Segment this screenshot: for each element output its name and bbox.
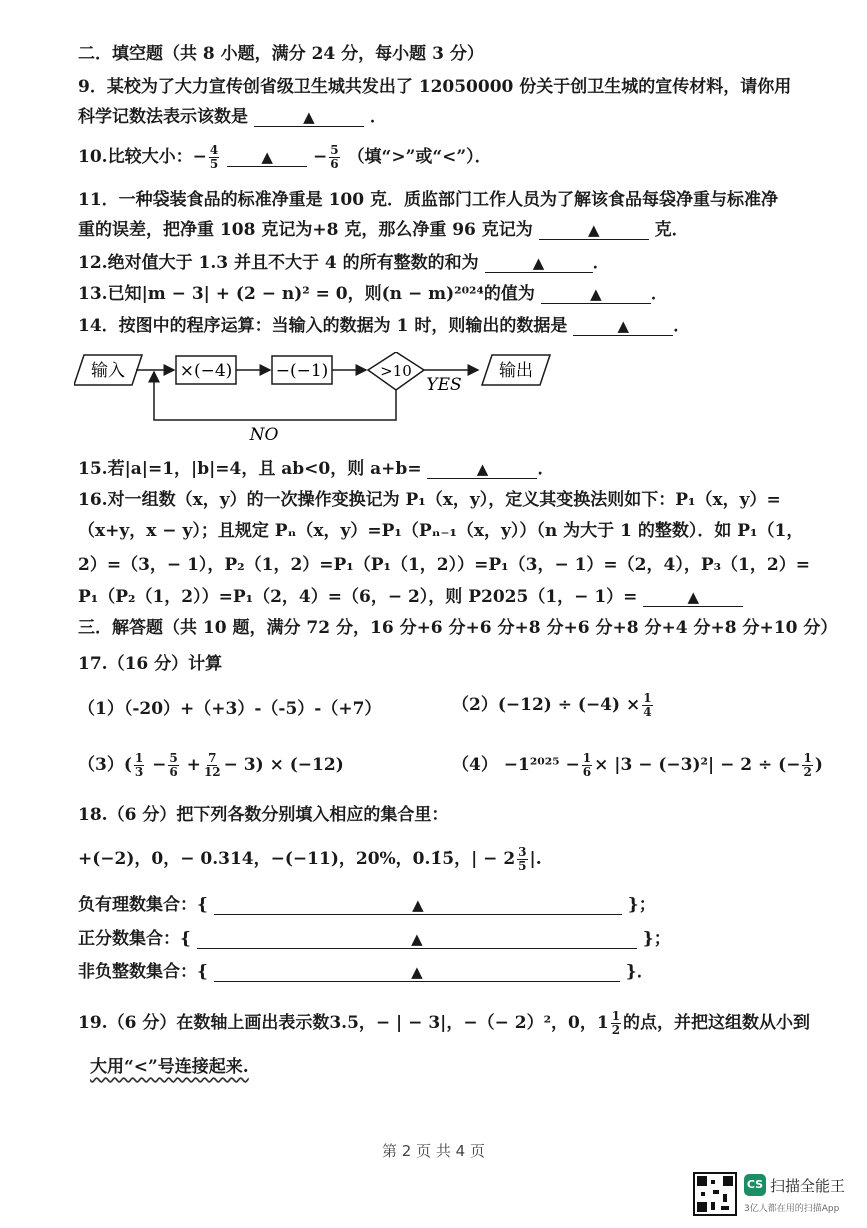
q17-part3-fraction: $\frac{5}{6}$: [169, 751, 178, 779]
answer-triangle-icon: ▲: [261, 148, 273, 166]
flow-condition-label: >10: [380, 362, 412, 380]
q10-line: 10.比较大小：− $\frac{4}{5}$ ▲ − $\frac{5}{6}$ （填“>”或“<”）．: [78, 143, 492, 171]
q9-line2: [78, 106, 387, 128]
answer-triangle-icon: ▲: [687, 588, 700, 606]
answer-triangle-icon: ▲: [590, 285, 602, 303]
answer-triangle-icon: ▲: [411, 930, 423, 948]
flow-no-label: NO: [249, 425, 279, 445]
q17-part1: （1）（-20）+（+3）-（-5）-（+7）: [78, 699, 382, 719]
answer-triangle-icon: ▲: [303, 108, 315, 126]
flow-op2-label: −(−1): [275, 361, 329, 381]
q14-text: 14．按图中的程序运算：当输入的数据为 1 时，则输出的数据是: [78, 316, 568, 336]
q18-set-negative-rational: 负有理数集合：{ ▲ }；: [78, 895, 656, 915]
q17-part2-fraction: $\frac{1}{4}$: [643, 691, 652, 719]
qr-code-icon: [693, 1172, 737, 1216]
q17-part3: （3）( $\frac{1}{3}$ − $\frac{5}{6}$ + $\frac{7}{12}$ − 3) × (−12): [78, 751, 344, 779]
q15-text: 15.若|a|=1，|b|=4，且 ab<0，则 a+b=: [78, 459, 422, 479]
q17-part3-fraction: $\frac{1}{3}$: [134, 751, 144, 779]
answer-triangle-icon: ▲: [532, 254, 545, 272]
flow-output-label: 输出: [499, 361, 533, 381]
q11-answer-blank[interactable]: [539, 221, 649, 240]
q16-line1: 16.对一组数（x，y）的一次操作变换记为 P₁（x，y），定义其变换法则如下：P₁（x，y）=: [78, 490, 781, 510]
q18-title: 18.（6 分）把下列各数分别填入相应的集合里：: [78, 805, 449, 825]
answer-triangle-icon: ▲: [411, 963, 423, 981]
q14-line: 14．按图中的程序运算：当输入的数据为 1 时，则输出的数据是 ▲ ．: [78, 316, 691, 336]
q17-title: 17.（16 分）计算: [78, 654, 223, 674]
q13-answer-blank[interactable]: [541, 285, 651, 304]
q12-line: 12.绝对值大于 1.3 并且不大于 4 的所有整数的和为 ▲ ．: [78, 253, 610, 273]
q15-answer-blank[interactable]: [427, 460, 537, 479]
answer-triangle-icon: ▲: [617, 317, 630, 335]
q12-answer-blank[interactable]: [485, 254, 593, 273]
q10-fraction-2: $\frac{5}{6}$: [330, 143, 339, 171]
q11-line1: 11．一种袋装食品的标准净重是 100 克．质监部门工作人员为了解该食品每袋净重与标准净: [78, 190, 778, 210]
q16-line2: （x+y，x − y）；且规定 Pₙ（x，y）=P₁（Pₙ₋₁（x，y））（n 为大于 1 的整数）．如 P₁（1，: [78, 521, 804, 541]
flow-input-label: 输入: [91, 361, 125, 381]
q18-set3-blank[interactable]: [214, 963, 620, 982]
q16-line3: 2）=（3，− 1），P₂（1，2）=P₁（P₁（1，2））=P₁（3，− 1）=（2，4），P₃（1，2）=: [78, 555, 810, 575]
q11-end: 克．: [654, 220, 689, 240]
page-footer: 第 2 页 共 4 页: [382, 1142, 485, 1160]
section2-title: 二．填空题（共 8 小题，满分 24 分，每小题 3 分）: [78, 44, 484, 64]
brand-name: 扫描全能王: [770, 1177, 846, 1195]
q16-answer-blank[interactable]: [643, 588, 743, 607]
q19-line2: 大用“<”号连接起来.: [90, 1057, 249, 1077]
q19-mixed-fraction: $\frac{1}{2}$: [611, 1009, 621, 1037]
q18-mixed-fraction: $\frac{3}{5}$: [518, 845, 527, 873]
flow-yes-label: YES: [426, 375, 462, 395]
q13-line: 13.已知|m − 3| + (2 − n)² = 0，则(n − m)²⁰²⁴的值为 ▲ ．: [78, 284, 668, 304]
q13-text: 13.已知|m − 3| + (2 − n)² = 0，则(n − m)²⁰²⁴的值为: [78, 284, 535, 304]
q10-answer-blank[interactable]: [227, 148, 307, 167]
flow-op1-label: ×(−4): [179, 361, 233, 381]
answer-triangle-icon: ▲: [587, 221, 600, 239]
q12-text: 12.绝对值大于 1.3 并且不大于 4 的所有整数的和为: [78, 253, 479, 273]
q17-part2: （2）(−12) ÷ (−4) × $\frac{1}{4}$: [452, 691, 652, 719]
program-flowchart: [74, 352, 554, 447]
q18-set2-blank[interactable]: [197, 930, 637, 949]
q17-part4-fraction: $\frac{1}{2}$: [803, 751, 812, 779]
q9-text: 科学记数法表示该数是: [78, 107, 248, 127]
section3-title: 三．解答题（共 10 题，满分 72 分，16 分+6 分+6 分+8 分+6 分+8 分+4 分+8 分+10 分）: [78, 618, 838, 638]
q10-prefix: 10.比较大小：: [78, 147, 193, 167]
q11-text: 重的误差，把净重 108 克记为+8 克，那么净重 96 克记为: [78, 220, 533, 240]
brand-tagline: 3亿人都在用的扫描App: [744, 1204, 840, 1214]
q17-part4: （4） −1²⁰²⁵ − $\frac{1}{6}$ × |3 − (−3)²| − 2 ÷ (− $\frac{1}{2}$ ): [452, 751, 823, 779]
camscanner-logo-icon: CS: [744, 1174, 766, 1196]
q16-line4: [78, 586, 743, 608]
scanner-brand: [744, 1172, 854, 1218]
answer-triangle-icon: ▲: [412, 896, 424, 914]
q18-set-positive-fraction: 正分数集合：{ ▲ }；: [78, 929, 671, 949]
q18-numbers: +(−2)，0，− 0.314，−(−11)，20%，0.1̇5̇，| − 2 $\frac{3}{5}$ |.: [78, 845, 542, 873]
q18-set1-blank[interactable]: [214, 896, 622, 915]
q18-set-nonnegative-integer: 非负整数集合：{ ▲ }．: [78, 962, 654, 982]
answer-triangle-icon: ▲: [476, 460, 489, 478]
q9-answer-blank[interactable]: [254, 108, 364, 127]
q17-part4-fraction: $\frac{1}{6}$: [582, 751, 592, 779]
q10-suffix: （填“>”或“<”）．: [347, 147, 492, 167]
q9-line1: 9．某校为了大力宣传创省级卫生城共发出了 12050000 份关于创卫生城的宣传材料，请你用: [78, 77, 792, 97]
q16-text: P₁（P₂（1，2））=P₁（2，4）=（6，− 2），则 P2025（1，− 1）=: [78, 587, 638, 607]
q17-part3-fraction: $\frac{7}{12}$: [203, 751, 221, 779]
q11-line2: [78, 219, 689, 241]
q14-answer-blank[interactable]: [573, 317, 673, 336]
q10-fraction-1: $\frac{4}{5}$: [209, 143, 219, 171]
q19-line1: 19.（6 分）在数轴上画出表示数3.5，− | − 3|，−（− 2）²，0，1 $\frac{1}{2}$ 的点，并把这组数从小到: [78, 1009, 811, 1037]
q9-end: ．: [369, 107, 387, 127]
q15-line: 15.若|a|=1，|b|=4，且 ab<0，则 a+b= ▲ ．: [78, 459, 555, 479]
